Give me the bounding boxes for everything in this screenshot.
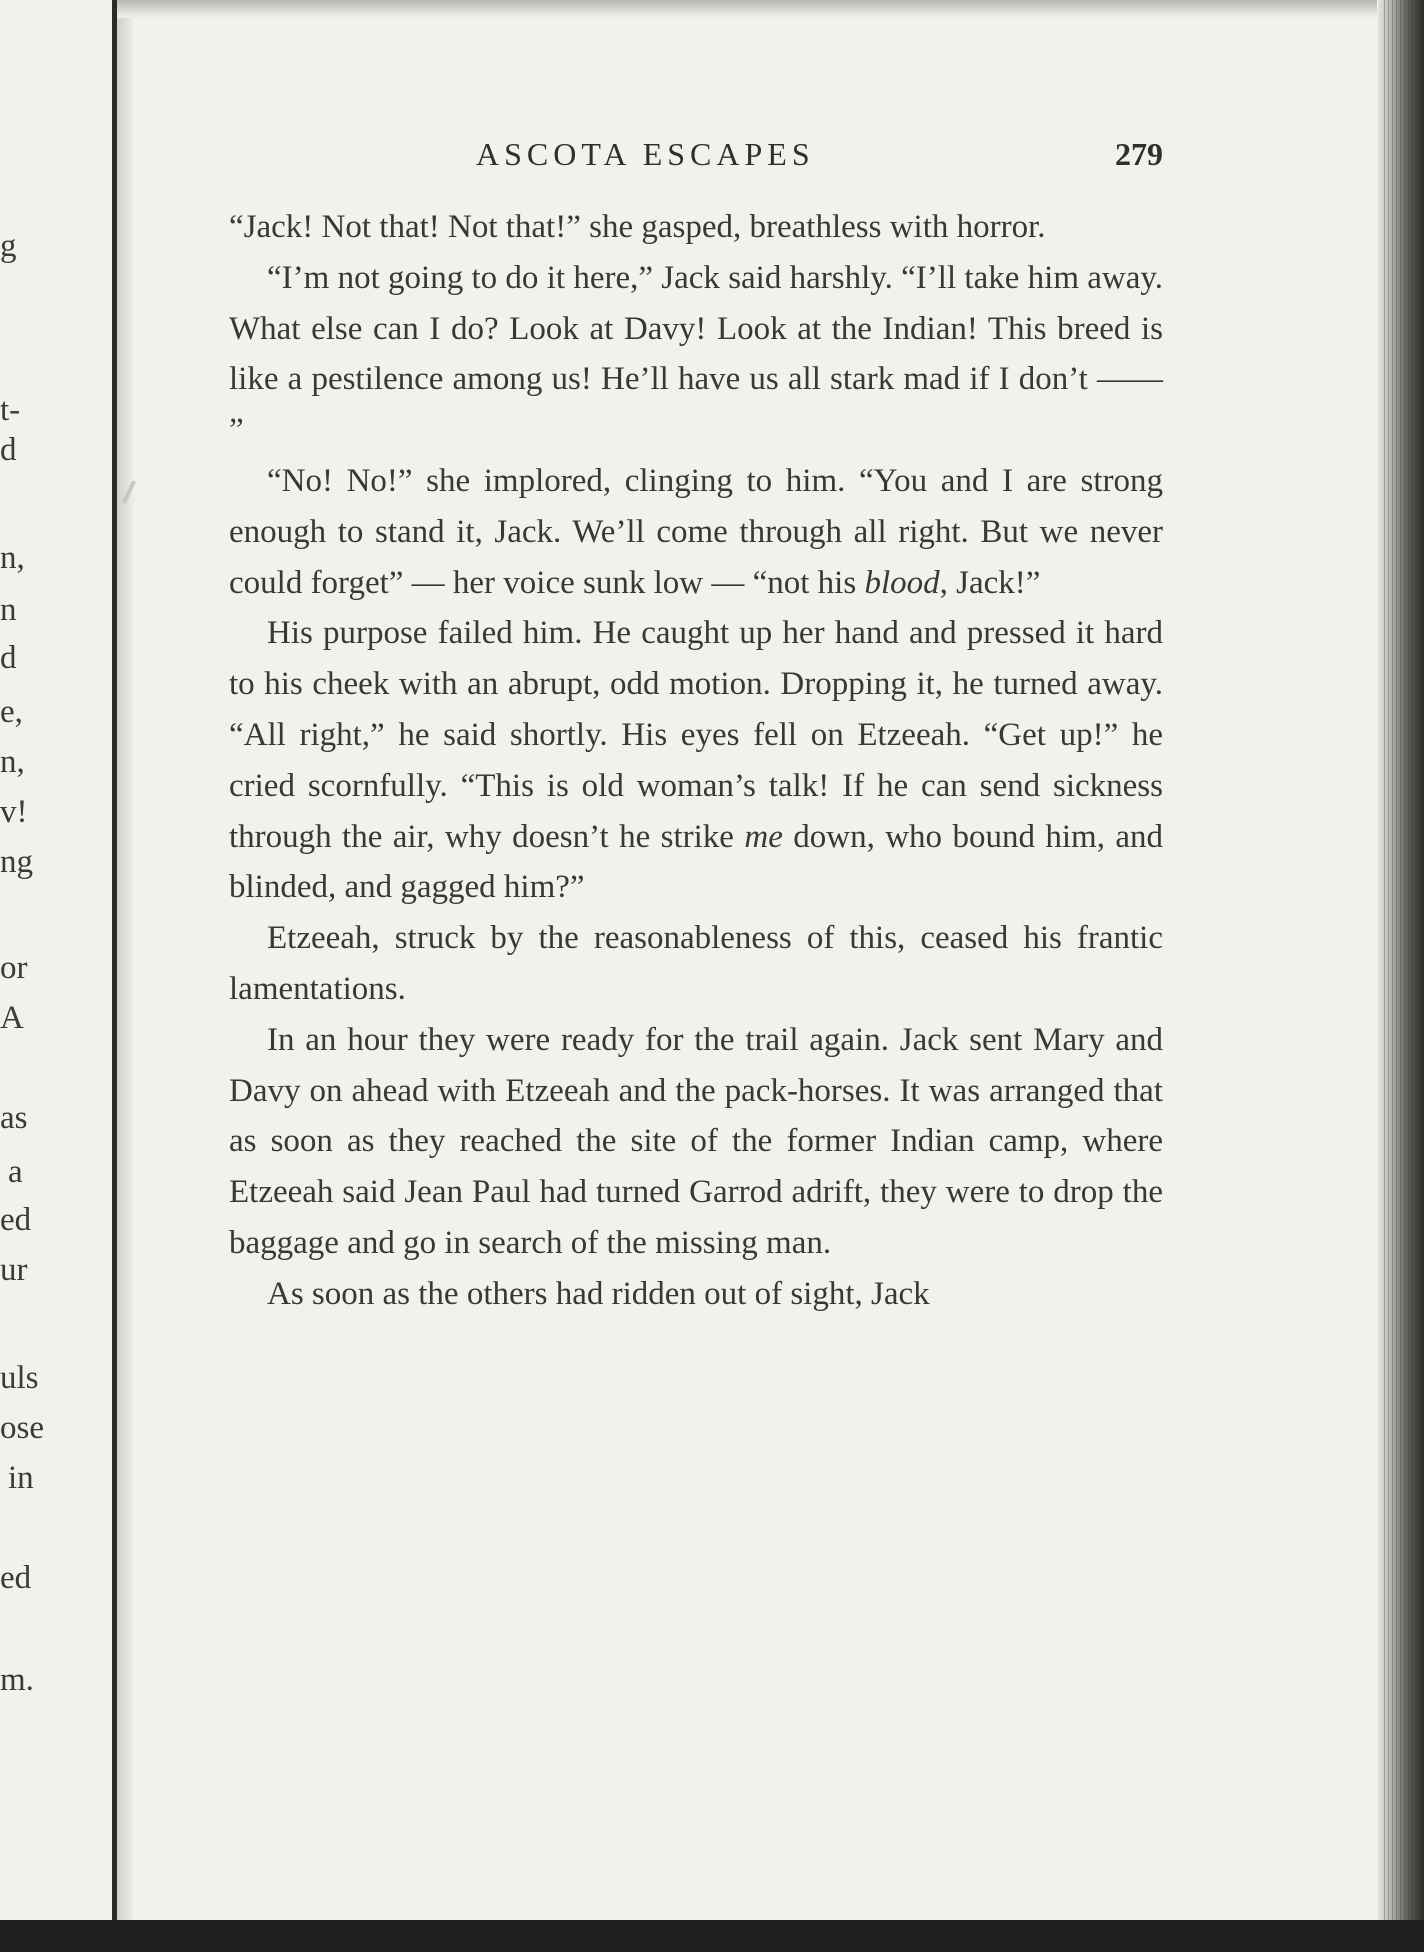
text-run: As soon as the others had ridden out of sight, Jack: [267, 1275, 930, 1312]
text-run: “I’m not going to do it here,” Jack said harshly. “I’ll take him away. What else can I do? Look at Davy! Look at the Indian! This breed is like a pestilence among us! He’ll have us all stark mad if I don’t —— ”: [229, 259, 1163, 449]
facing-page-fragment: d: [0, 640, 17, 676]
facing-page-fragment: ose: [0, 1410, 44, 1446]
text-run: In an hour they were ready for the trail again. Jack sent Mary and Davy on ahead with Etzeeah and the pack-horses. It was arranged that as soon as they reached the site of the former Indian camp, where Etzeeah said Jean Paul had turned Garrod adrift, they were to drop the baggage and go in search of the missing man.: [229, 1021, 1163, 1261]
facing-page-fragment: m.: [0, 1662, 34, 1698]
facing-page-fragment: t-: [0, 392, 21, 428]
paragraph: [229, 253, 1163, 456]
page-stack-lines: [1384, 0, 1414, 1952]
facing-page-fragment: ur: [0, 1252, 28, 1288]
facing-page-fragment: as: [0, 1100, 28, 1136]
body-text: [229, 202, 1163, 1320]
text-run: , Jack!”: [939, 564, 1041, 601]
text-run: His purpose failed him. He caught up her hand and pressed it hard to his cheek with an abrupt, odd motion. Dropping it, he turned away. “All right,” he said shortly. His eyes fell on Etzeeah. “Get up!” he cried scornfully. “This is old woman’s talk! If he can send sickness through the air, why doesn’t he strike: [229, 615, 1163, 855]
paragraph: [229, 202, 1163, 253]
facing-page-fragment: e,: [0, 694, 23, 730]
gutter-shadow: [117, 0, 135, 1952]
facing-page-fragment: g: [0, 228, 17, 264]
facing-page-fragment: v!: [0, 794, 28, 830]
text-run: “Jack! Not that! Not that!” she gasped, breathless with horror.: [229, 209, 1046, 245]
italic-text: blood: [864, 564, 940, 601]
paragraph: [229, 1269, 1163, 1320]
facing-page-fragment: ed: [0, 1560, 32, 1596]
facing-page-fragment: ng: [0, 844, 33, 880]
facing-page-fragment: d: [0, 432, 17, 468]
running-head: [229, 136, 1163, 180]
facing-page-fragment: ed: [0, 1202, 32, 1238]
paragraph: [229, 1015, 1163, 1269]
running-head-title: ASCOTA ESCAPES: [476, 136, 815, 172]
facing-page-fragment: a: [8, 1154, 23, 1190]
facing-page-fragment: uls: [0, 1360, 39, 1396]
facing-page-fragment: n,: [0, 744, 25, 780]
paragraph: [229, 608, 1163, 913]
page-top-shadow: [117, 0, 1377, 18]
facing-page-fragment: in: [8, 1460, 34, 1496]
text-run: Etzeeah, struck by the reasonableness of this, ceased his frantic lamentations.: [229, 920, 1163, 1007]
facing-page-fragment: A: [0, 1000, 24, 1036]
facing-page-fragment: n,: [0, 540, 25, 576]
facing-page-fragment: or: [0, 950, 28, 986]
text-run: “No! No!” she implored, clinging to him. “You and I are strong enough to stand it, Jack. We’ll come through all right. But we never could forget” — her voice sunk low — “not his: [229, 462, 1163, 601]
facing-page-edge: [0, 0, 112, 1920]
paragraph: [229, 913, 1163, 1015]
facing-page-fragment: n: [0, 592, 17, 628]
scan-bottom-border: [0, 1920, 1424, 1952]
paragraph: [229, 456, 1163, 608]
page-number: 279: [1115, 136, 1163, 172]
italic-text: me: [744, 818, 783, 855]
text-run: down, who bound him, and blinded, and gagged him?”: [229, 818, 1163, 906]
